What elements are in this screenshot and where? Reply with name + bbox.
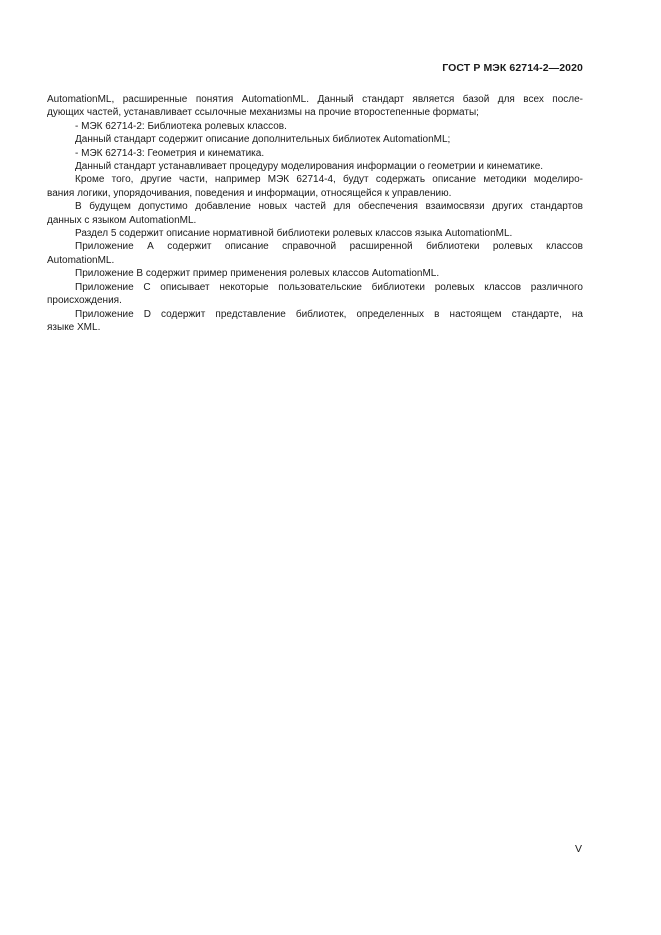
paragraph-12-line-1: Приложение D содержит представление библиотек, определенных в настоящем стандарте, на <box>75 308 583 320</box>
paragraph-2-list-item: - МЭК 62714-2: Библиотека ролевых классов. <box>75 120 287 132</box>
paragraph-4-list-item: - МЭК 62714-3: Геометрия и кинематика. <box>75 147 265 159</box>
document-body <box>47 93 583 334</box>
paragraph-7 <box>47 200 583 227</box>
paragraph-11-line-2: происхождения. <box>47 295 122 307</box>
paragraph-9-line-2: AutomationML. <box>47 254 115 266</box>
paragraph-6 <box>47 173 583 200</box>
paragraph-7-line-1: В будущем допустимо добавление новых частей для обеспечения взаимосвязи других стандартов <box>75 201 583 213</box>
paragraph-6-line-1: Кроме того, другие части, например МЭК 62714-4, будут содержать описание методики моделиро- <box>75 174 583 186</box>
paragraph-9 <box>47 240 583 267</box>
paragraph-9-line-1: Приложение А содержит описание справочной расширенной библиотеки ролевых классов <box>75 241 583 253</box>
paragraph-1-line-1: AutomationML, расширенные понятия AutomationML. Данный стандарт является базой для всех после- <box>47 94 583 105</box>
paragraph-6-line-2: вания логики, упорядочивания, поведения и информации, относящейся к управлению. <box>47 187 452 199</box>
paragraph-11-line-1: Приложение С описывает некоторые пользовательские библиотеки ролевых классов различного <box>75 281 583 293</box>
paragraph-1 <box>47 93 583 120</box>
paragraph-7-line-2: данных с языком AutomationML. <box>47 214 197 226</box>
paragraph-10: Приложение В содержит пример применения ролевых классов AutomationML. <box>75 268 440 280</box>
page-number: V <box>574 843 582 855</box>
page-header-standard-id: ГОСТ Р МЭК 62714-2—2020 <box>442 62 583 74</box>
paragraph-3: Данный стандарт содержит описание дополнительных библиотек AutomationML; <box>75 134 451 146</box>
paragraph-8: Раздел 5 содержит описание нормативной библиотеки ролевых классов языка AutomationML. <box>75 228 513 240</box>
paragraph-5: Данный стандарт устанавливает процедуру моделирования информации о геометрии и кинематике. <box>75 161 544 173</box>
paragraph-11 <box>47 281 583 308</box>
paragraph-1-line-2: дующих частей, устанавливает ссылочные механизмы на прочие второстепенные форматы; <box>47 107 479 119</box>
paragraph-12-line-2: языке XML. <box>47 321 101 333</box>
paragraph-12 <box>47 308 583 335</box>
